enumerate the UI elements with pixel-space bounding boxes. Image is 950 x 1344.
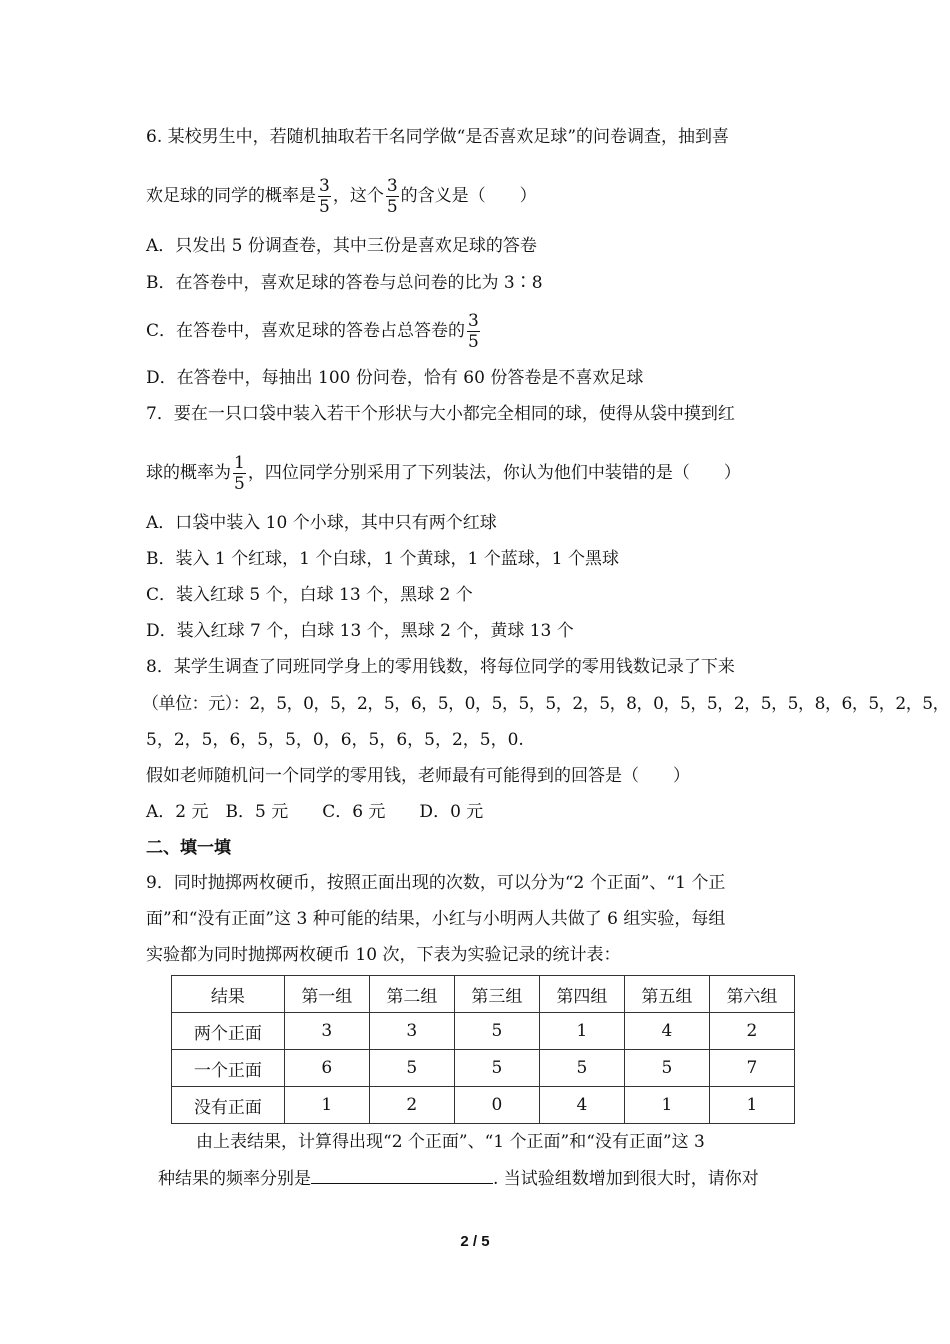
- q8-options: A．2 元 B．5 元 C．6 元 D．0 元: [146, 802, 484, 822]
- q7-option-a: A．口袋中装入 10 个小球，其中只有两个红球: [146, 513, 497, 533]
- table-cell: 没有正面: [172, 1087, 285, 1124]
- q6-option-c: [146, 311, 482, 352]
- table-cell: 1: [284, 1087, 369, 1124]
- table-row: [172, 1013, 795, 1050]
- q6-fraction-2-den: 5: [386, 197, 398, 217]
- table-cell: 7: [709, 1050, 794, 1087]
- table-row: [172, 1050, 795, 1087]
- q7-fraction-num: 1: [234, 453, 245, 473]
- table-header-cell: 第六组: [709, 976, 794, 1013]
- table-cell: 5: [369, 1050, 454, 1087]
- table-cell: 4: [624, 1013, 709, 1050]
- table-cell: 2: [369, 1087, 454, 1124]
- table-header-cell: 第一组: [284, 976, 369, 1013]
- q6-line2-mid: ，这个: [332, 186, 384, 206]
- q6-option-c-fraction-num: 3: [468, 311, 479, 331]
- q9-after-line2-post: . 当试验组数增加到很大时，请你对: [493, 1169, 759, 1189]
- answer-blank[interactable]: [311, 1167, 493, 1184]
- q9-line3: 实验都为同时抛掷两枚硬币 10 次，下表为实验记录的统计表：: [146, 945, 621, 965]
- q6-fraction-2: [386, 176, 399, 217]
- table-cell: 3: [284, 1013, 369, 1050]
- q6-line2-pre: 欢足球的同学的概率是: [146, 186, 316, 206]
- page-number: 2 / 5: [460, 1233, 490, 1250]
- q7-fraction: [233, 453, 246, 494]
- table-cell: 1: [624, 1087, 709, 1124]
- table-header-row: [172, 976, 795, 1013]
- q9-after-line2-pre: 种结果的频率分别是: [158, 1169, 311, 1189]
- q8-line1: 8．某学生调查了同班同学身上的零用钱数，将每位同学的零用钱数记录了下来: [146, 657, 735, 677]
- q9-after-line2: [158, 1167, 759, 1190]
- q6-fraction-2-num: 3: [386, 176, 398, 196]
- q6-line2-post: 的含义是（ ）: [400, 186, 537, 206]
- table-cell: 6: [284, 1050, 369, 1087]
- q6-option-d: D．在答卷中，每抽出 100 份问卷，恰有 60 份答卷是不喜欢足球: [146, 368, 644, 388]
- q8-line4: 假如老师随机问一个同学的零用钱，老师最有可能得到的回答是（ ）: [146, 766, 690, 786]
- table-cell: 5: [539, 1050, 624, 1087]
- q6-option-a: A．只发出 5 份调查卷，其中三份是喜欢足球的答卷: [146, 236, 537, 256]
- q6-option-c-fraction: [467, 311, 480, 352]
- q6-fraction-1-den: 5: [319, 197, 330, 217]
- table-header-cell: 第二组: [369, 976, 454, 1013]
- table-header-cell: 第四组: [539, 976, 624, 1013]
- q7-line1: 7．要在一只口袋中装入若干个形状与大小都完全相同的球，使得从袋中摸到红: [146, 404, 735, 424]
- q9-line2: 面”和“没有正面”这 3 种可能的结果，小红与小明两人共做了 6 组实验，每组: [146, 909, 726, 929]
- q8-line3: 5，2，5，6，5，5，0，6，5，6，5，2，5，0.: [146, 730, 524, 750]
- table-cell: 1: [539, 1013, 624, 1050]
- q9-line1: 9．同时抛掷两枚硬币，按照正面出现的次数，可以分为“2 个正面”、“1 个正: [146, 873, 726, 893]
- table-header-cell: 第五组: [624, 976, 709, 1013]
- table-header-cell: 第三组: [454, 976, 539, 1013]
- q6-line1: 6. 某校男生中，若随机抽取若干名同学做“是否喜欢足球”的问卷调查，抽到喜: [146, 127, 730, 147]
- table-row: [172, 1087, 795, 1124]
- q7-fraction-den: 5: [234, 474, 245, 494]
- results-table: [171, 975, 795, 1124]
- q7-line2: [146, 453, 741, 494]
- q7-line2-pre: 球的概率为: [146, 463, 231, 483]
- q8-line2: （单位：元）：2，5，0，5，2，5，6，5，0，5，5，5，2，5，8，0，5，5，2，5，5，8，6，5，2，5，: [142, 694, 950, 714]
- table-cell: 5: [624, 1050, 709, 1087]
- q6-fraction-1-num: 3: [319, 176, 330, 196]
- q7-line2-post: ，四位同学分别采用了下列装法，你认为他们中装错的是（ ）: [247, 463, 741, 483]
- table-cell: 两个正面: [172, 1013, 285, 1050]
- table-cell: 0: [454, 1087, 539, 1124]
- q7-option-b: B．装入 1 个红球，1 个白球，1 个黄球，1 个蓝球，1 个黑球: [146, 549, 619, 569]
- table-cell: 4: [539, 1087, 624, 1124]
- q6-line2: [146, 176, 537, 217]
- q6-option-b: B．在答卷中，喜欢足球的答卷与总问卷的比为 3∶8: [146, 273, 543, 293]
- table-cell: 5: [454, 1013, 539, 1050]
- table-cell: 1: [709, 1087, 794, 1124]
- table-cell: 5: [454, 1050, 539, 1087]
- q6-fraction-1: [318, 176, 331, 217]
- q9-after-line1: 由上表结果，计算得出现“2 个正面”、“1 个正面”和“没有正面”这 3: [196, 1132, 705, 1152]
- q7-option-c: C．装入红球 5 个，白球 13 个，黑球 2 个: [146, 585, 473, 605]
- table-cell: 一个正面: [172, 1050, 285, 1087]
- table-cell: 2: [709, 1013, 794, 1050]
- q7-option-d: D．装入红球 7 个，白球 13 个，黑球 2 个，黄球 13 个: [146, 621, 574, 641]
- q6-option-c-fraction-den: 5: [468, 332, 479, 352]
- table-cell: 3: [369, 1013, 454, 1050]
- q6-option-c-text: C．在答卷中，喜欢足球的答卷占总答卷的: [146, 321, 466, 341]
- section-title: 二、填一填: [146, 838, 231, 858]
- table-header-cell: 结果: [172, 976, 285, 1013]
